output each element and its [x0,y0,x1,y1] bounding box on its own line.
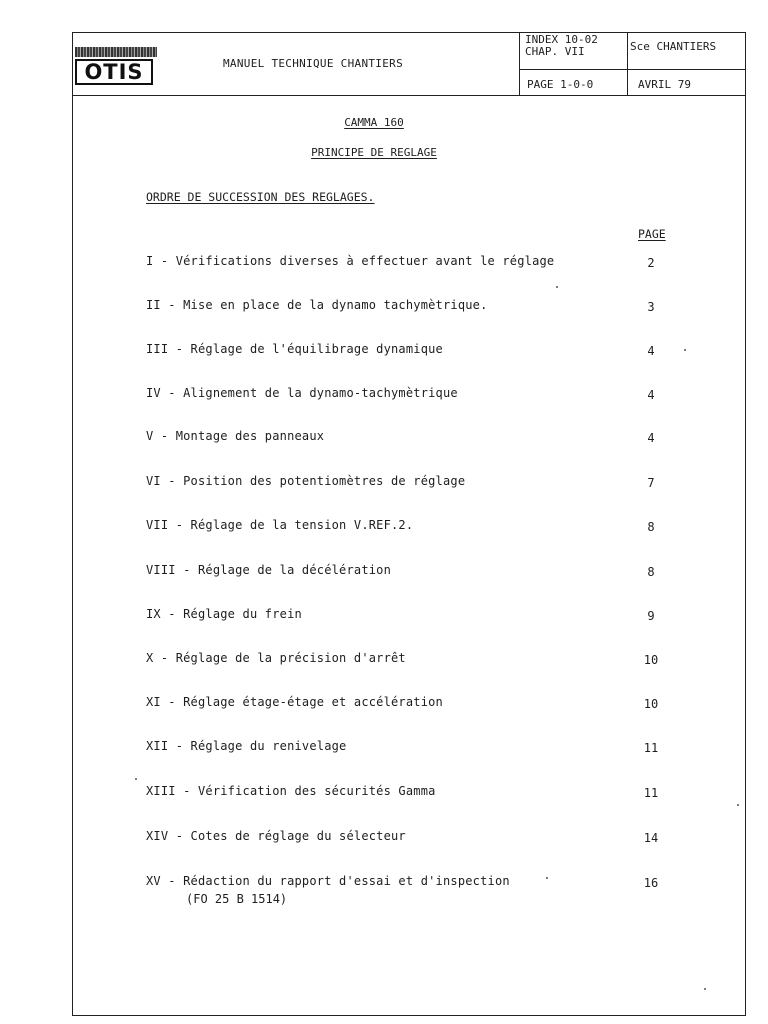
index-cell [525,34,598,58]
toc-row [146,474,666,514]
toc-label: I - Vérifications diverses à effectuer avant le réglage [146,254,555,268]
document-subtitle: PRINCIPE DE REGLAGE [311,146,437,159]
document-title: CAMMA 160 [344,116,404,129]
toc-row [146,254,666,294]
toc-label: V - Montage des panneaux [146,429,325,443]
toc-page-number: 8 [647,565,655,579]
scan-speck [737,804,739,806]
toc-page-number: 10 [643,697,659,711]
toc-page-number: 4 [647,388,655,402]
toc-page-number: 11 [643,786,659,800]
scan-speck [546,877,548,879]
toc-row [146,607,666,647]
scan-speck [556,286,558,288]
toc-label: XIII - Vérification des sécurités Gamma [146,784,436,798]
toc-row [146,651,666,691]
toc-label: III - Réglage de l'équilibrage dynamique [146,342,443,356]
toc-page-number: 14 [643,831,659,845]
toc-row [146,874,666,914]
toc-page-number: 8 [647,520,655,534]
toc-page-number: 16 [643,876,659,890]
scan-speck [684,349,686,351]
toc-row [146,784,666,824]
toc-page-number: 3 [647,300,655,314]
toc-row [146,386,666,426]
header-divider-2 [627,33,628,95]
page-column-header: PAGE [638,227,666,241]
toc-label: XII - Réglage du renivelage [146,739,347,753]
date-cell: AVRIL 79 [638,78,691,91]
toc-label: VII - Réglage de la tension V.REF.2. [146,518,414,532]
toc-label: XIV - Cotes de réglage du sélecteur [146,829,406,843]
toc-label: IX - Réglage du frein [146,607,302,621]
chapter-number: CHAP. VII [525,45,585,58]
toc-label: XV - Rédaction du rapport d'essai et d'inspection [146,874,510,888]
toc-page-number: 4 [647,431,655,445]
toc-label: IV - Alignement de la dynamo-tachymètrique [146,386,458,400]
toc-row [146,298,666,338]
logo-text: OTIS [75,59,153,85]
toc-sub-reference: (FO 25 B 1514) [186,892,288,906]
service-cell: Sce CHANTIERS [630,40,717,53]
toc-row [146,518,666,558]
manual-title: MANUEL TECHNIQUE CHANTIERS [223,57,403,70]
logo-banner-graphic [75,47,157,57]
header-divider-horizontal [519,69,745,70]
section-heading: ORDRE DE SUCCESSION DES REGLAGES. [146,190,375,204]
header-divider-1 [519,33,520,95]
document-header [72,32,746,96]
toc-row [146,829,666,869]
toc-label: X - Réglage de la précision d'arrêt [146,651,406,665]
scan-speck [135,778,137,780]
toc-page-number: 11 [643,741,659,755]
toc-page-number: 7 [647,476,655,490]
index-number: INDEX 10-02 [525,33,598,46]
page-ref-cell: PAGE 1-0-0 [527,78,594,91]
toc-row [146,342,666,382]
toc-page-number: 9 [647,609,655,623]
toc-page-number: 10 [643,653,659,667]
scan-speck [704,988,706,990]
toc-row [146,429,666,469]
toc-row [146,695,666,735]
toc-page-number: 2 [647,256,655,270]
toc-label: II - Mise en place de la dynamo tachymètrique. [146,298,488,312]
toc-page-number: 4 [647,344,655,358]
toc-row [146,739,666,779]
toc-label: VI - Position des potentiomètres de réglage [146,474,466,488]
otis-logo [75,43,157,91]
toc-label: XI - Réglage étage-étage et accélération [146,695,443,709]
toc-label: VIII - Réglage de la décélération [146,563,392,577]
toc-row [146,563,666,603]
